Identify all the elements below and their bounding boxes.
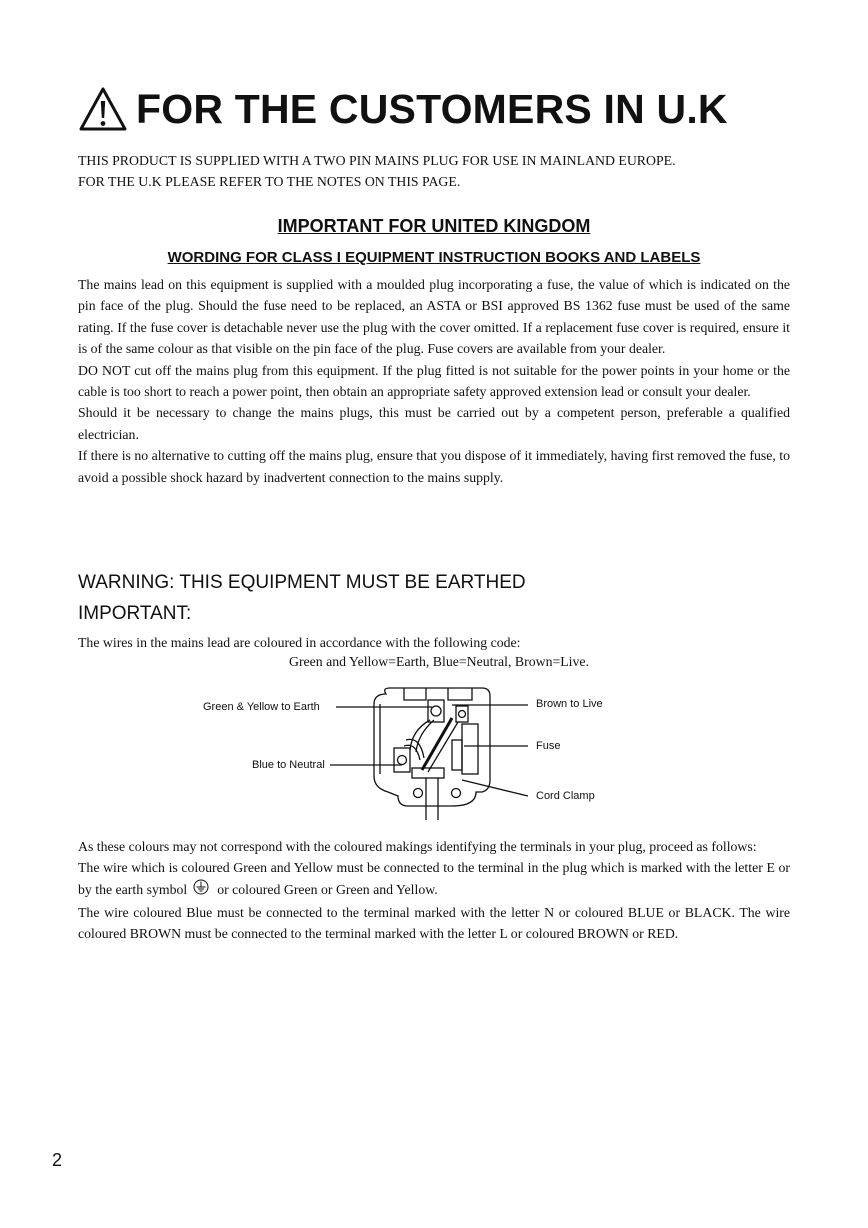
wiring-instructions [78,836,790,945]
paragraph: As these colours may not correspond with the coloured makings identifying the terminals in your plug, proceed as follows: [78,839,757,854]
earth-paragraph [78,857,790,901]
intro-text [78,150,790,193]
paragraph-part: The wire which is coloured Green and Yellow must be connected to the terminal in the plug which is marked with the letter E or by the earth symbol [78,860,790,897]
intro-line: THIS PRODUCT IS SUPPLIED WITH A TWO PIN MAINS PLUG FOR USE IN MAINLAND EUROPE. [78,153,676,168]
plug-drawing [190,680,630,820]
label-fuse: Fuse [536,740,561,752]
plug-wiring-diagram [190,680,630,810]
paragraph: DO NOT cut off the mains plug from this equipment. If the plug fitted is not suitable for the power points in your home or the cable is too short to reach a power point, then obtain an appropriate safety approved extension lead or consult your dealer. [78,362,790,400]
label-neutral: Blue to Neutral [252,759,325,771]
paragraph: The mains lead on this equipment is supplied with a moulded plug incorporating a fuse, the value of which is indicated on the pin face of the plug. Should the fuse need to be replaced, an ASTA or BSI approved BS 1362 fuse must be used of the same rating. If the fuse cover is detachable never use the plug with the cover omitted. If a replacement fuse cover is required, ensure it is of the same colour as that visible on the pin face of the plug. Fuse covers are available from your dealer. [78,277,790,357]
paragraph: If there is no alternative to cutting off the mains plug, ensure that you dispose of it immediately, having first removed the fuse, to avoid a possible shock hazard by inadvertent connection to the mains supply. [78,448,790,485]
paragraph: Should it be necessary to change the mains plugs, this must be carried out by a competent person, preferable a qualified electrician. [78,405,790,442]
important-heading: IMPORTANT: [78,603,192,624]
wire-code-text: Green and Yellow=Earth, Blue=Neutral, Brown=Live. [289,654,589,669]
label-earth: Green & Yellow to Earth [203,701,320,713]
label-cord-clamp: Cord Clamp [536,790,595,802]
paragraph-part: or coloured Green or Green and Yellow. [217,881,438,897]
section-subheading: WORDING FOR CLASS I EQUIPMENT INSTRUCTION BOOKS AND LABELS [167,249,701,266]
page-title [78,84,728,134]
warning-triangle-icon [78,86,128,132]
fuse-instructions [78,274,790,488]
section-heading: IMPORTANT FOR UNITED KINGDOM [277,216,591,236]
paragraph: The wires in the mains lead are coloured in accordance with the following code: [78,635,521,650]
label-live: Brown to Live [536,698,603,710]
page-title-text: FOR THE CUSTOMERS IN U.K [136,85,728,132]
earth-symbol-icon [193,879,209,901]
page-number: 2 [52,1150,63,1170]
wire-code-intro [78,632,790,653]
wire-code [0,654,868,670]
intro-line: FOR THE U.K PLEASE REFER TO THE NOTES ON THIS PAGE. [78,174,461,190]
earthing-warning: WARNING: THIS EQUIPMENT MUST BE EARTHED [78,572,526,593]
paragraph: The wire coloured Blue must be connected to the terminal marked with the letter N or coloured BLUE or BLACK. The wire coloured BROWN must be connected to the terminal marked with the letter L or coloured BROWN or RED. [78,904,790,942]
